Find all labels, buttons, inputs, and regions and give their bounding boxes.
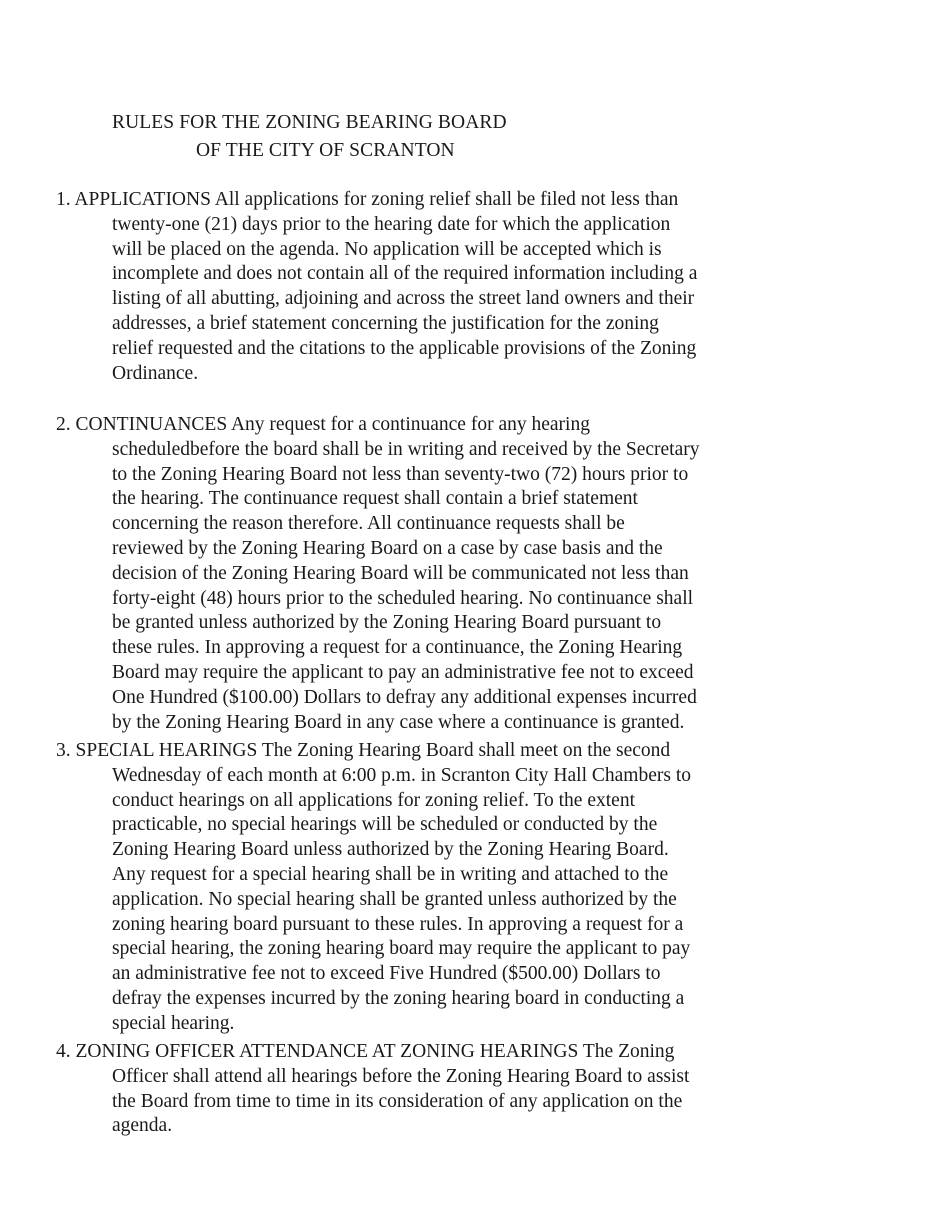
rule-text-line: special hearing.: [112, 1012, 235, 1034]
rule-text-line: incomplete and does not contain all of the required information including a: [112, 263, 698, 285]
rule-text-line: listing of all abutting, adjoining and across the street land owners and their: [112, 288, 695, 310]
rule-text-line: twenty-one (21) days prior to the hearing date for which the application: [112, 213, 671, 235]
rule-text-line: zoning hearing board pursuant to these rules. In approving a request for a: [112, 913, 684, 935]
rule-text-line: concerning the reason therefore. All continuance requests shall be: [112, 513, 625, 535]
rule-applications: [56, 188, 756, 386]
rule-text-line: 4. ZONING OFFICER ATTENDANCE AT ZONING HEARINGS The Zoning: [56, 1041, 675, 1062]
rule-text-line: Officer shall attend all hearings before the Zoning Hearing Board to assist: [112, 1065, 690, 1087]
rule-text-line: conduct hearings on all applications for zoning relief. To the extent: [112, 789, 635, 811]
rule-text-line: special hearing, the zoning hearing board may require the applicant to pay: [112, 938, 691, 960]
rule-text-line: forty-eight (48) hours prior to the scheduled hearing. No continuance shall: [112, 587, 694, 609]
rule-text-line: the Board from time to time in its consideration of any application on the: [112, 1090, 683, 1112]
rule-text-line: reviewed by the Zoning Hearing Board on a case by case basis and the: [112, 537, 663, 559]
rule-text-line: 2. CONTINUANCES Any request for a continuance for any hearing: [56, 414, 590, 435]
rule-text-line: these rules. In approving a request for a continuance, the Zoning Hearing: [112, 637, 683, 659]
rule-text-line: Zoning Hearing Board unless authorized by the Zoning Hearing Board.: [112, 839, 669, 861]
rule-text-line: practicable, no special hearings will be scheduled or conducted by the: [112, 814, 658, 836]
rule-zoning-officer-attendance: [56, 1040, 756, 1139]
rule-text-line: application. No special hearing shall be granted unless authorized by the: [112, 888, 677, 910]
rule-text-line: by the Zoning Hearing Board in any case where a continuance is granted.: [112, 711, 685, 733]
rule-text-line: Wednesday of each month at 6:00 p.m. in Scranton City Hall Chambers to: [112, 764, 691, 786]
rule-text-line: to the Zoning Hearing Board not less than seventy-two (72) hours prior to: [112, 463, 689, 485]
rule-text-line: decision of the Zoning Hearing Board will be communicated not less than: [112, 562, 689, 584]
rule-text-line: defray the expenses incurred by the zoning hearing board in conducting a: [112, 987, 685, 1009]
rule-text-line: the hearing. The continuance request shall contain a brief statement: [112, 488, 638, 510]
document-title-line-2: OF THE CITY OF SCRANTON: [196, 140, 455, 161]
rule-special-hearings: [56, 739, 756, 1037]
rule-text-line: 1. APPLICATIONS All applications for zoning relief shall be filed not less than: [56, 189, 679, 210]
rule-text-line: will be placed on the agenda. No application will be accepted which is: [112, 238, 662, 260]
rule-text-line: an administrative fee not to exceed Five Hundred ($500.00) Dollars to: [112, 963, 661, 985]
rule-text-line: be granted unless authorized by the Zoning Hearing Board pursuant to: [112, 612, 662, 634]
rule-text-line: addresses, a brief statement concerning the justification for the zoning: [112, 312, 659, 334]
rule-text-line: Ordinance.: [112, 362, 199, 384]
rule-continuances: [56, 413, 756, 735]
document-title-line-1: RULES FOR THE ZONING BEARING BOARD: [112, 112, 507, 133]
rule-text-line: Any request for a special hearing shall be in writing and attached to the: [112, 863, 669, 885]
rule-text-line: 3. SPECIAL HEARINGS The Zoning Hearing Board shall meet on the second: [56, 740, 671, 761]
rule-text-line: relief requested and the citations to the applicable provisions of the Zoning: [112, 337, 697, 359]
rule-text-line: agenda.: [112, 1115, 173, 1137]
rule-text-line: scheduledbefore the board shall be in writing and received by the Secretary: [112, 438, 700, 460]
rule-text-line: Board may require the applicant to pay an administrative fee not to exceed: [112, 661, 694, 683]
rule-text-line: One Hundred ($100.00) Dollars to defray any additional expenses incurred: [112, 686, 697, 708]
